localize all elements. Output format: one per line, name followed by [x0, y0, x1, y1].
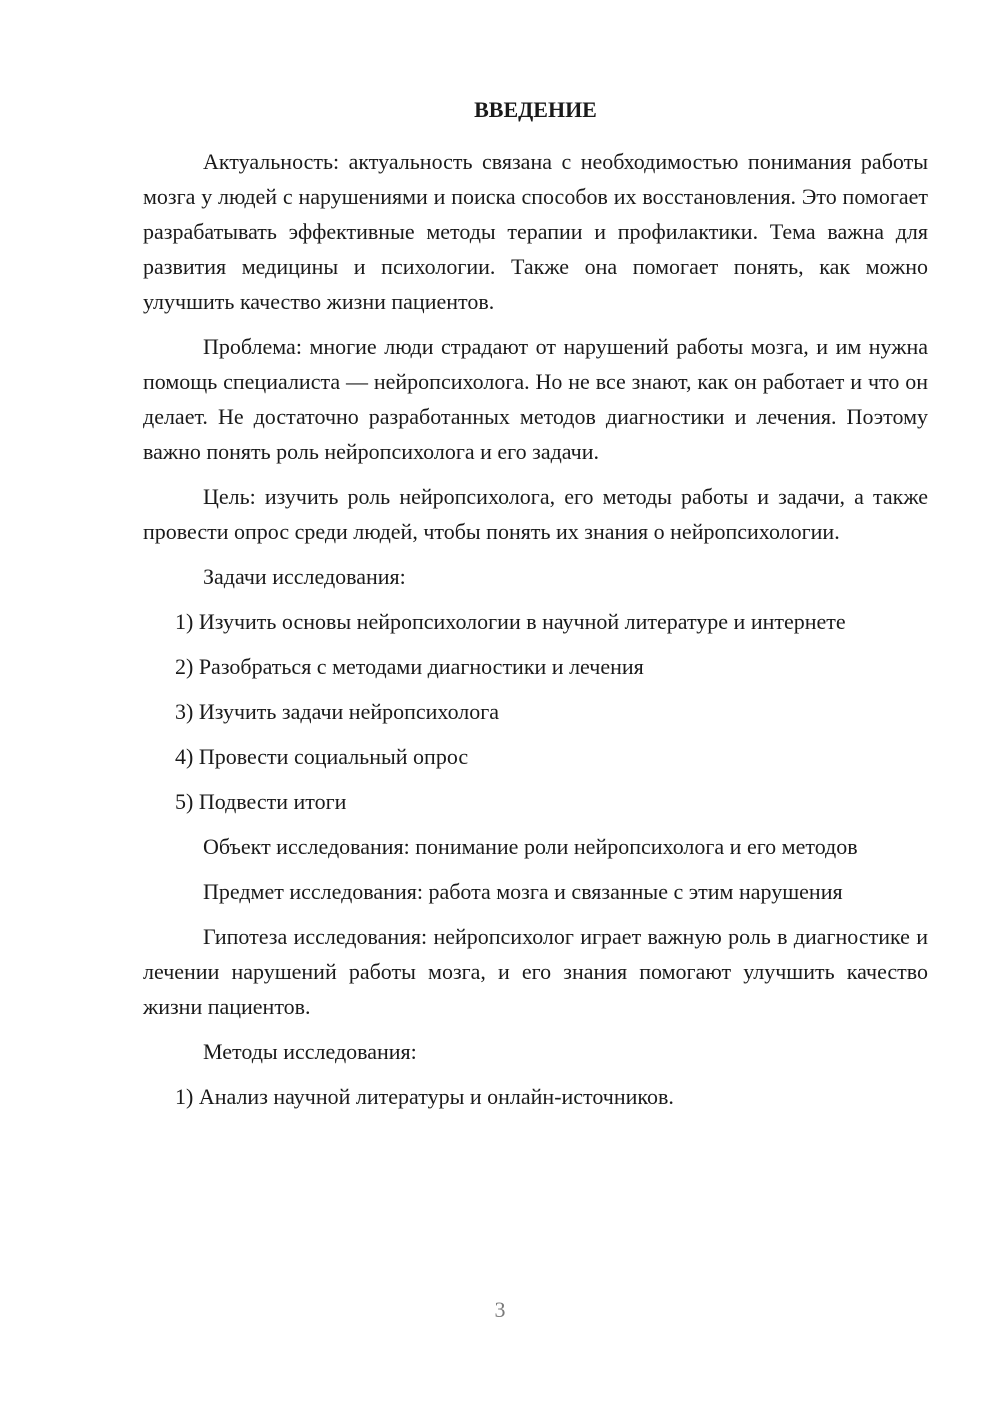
page-number: 3 — [494, 1297, 506, 1322]
paragraph-problem: Проблема: многие люди страдают от нарушений работы мозга, и им нужна помощь специалиста — нейропсихолога. Но не все знают, как он работает и что он делает. Не достаточно разработанных методов диагностики и лечения. Поэтому важно понять роль нейропсихолога и его задачи. — [143, 334, 928, 464]
paragraph-relevance: Актуальность: актуальность связана с необходимостью понимания работы мозга у людей с нарушениями и поиска способов их восстановления. Это помогает разрабатывать эффективные методы терапии и профилактики. Тема важна для развития медицины и психологии. Также она помогает понять, как можно улучшить качество жизни пациентов. — [143, 149, 928, 314]
section-title: ВВЕДЕНИЕ — [474, 97, 597, 122]
paragraph-subject: Предмет исследования: работа мозга и связанные с этим нарушения — [203, 879, 843, 904]
paragraph-goal: Цель: изучить роль нейропсихолога, его методы работы и задачи, а также провести опрос среди людей, чтобы понять их знания о нейропсихологии. — [143, 484, 928, 544]
task-item-4: 4) Провести социальный опрос — [175, 744, 469, 769]
document-page — [143, 92, 928, 1124]
task-item-1: 1) Изучить основы нейропсихологии в научной литературе и интернете — [175, 609, 846, 634]
task-item-3: 3) Изучить задачи нейропсихолога — [175, 699, 500, 724]
paragraph-hypothesis: Гипотеза исследования: нейропсихолог играет важную роль в диагностике и лечении нарушений работы мозга, и его знания помогают улучшить качество жизни пациентов. — [143, 924, 928, 1019]
task-item-5: 5) Подвести итоги — [175, 789, 347, 814]
tasks-heading: Задачи исследования: — [203, 564, 406, 589]
method-item-1: 1) Анализ научной литературы и онлайн-источников. — [175, 1084, 674, 1109]
task-item-2: 2) Разобраться с методами диагностики и лечения — [175, 654, 644, 679]
methods-heading: Методы исследования: — [203, 1039, 417, 1064]
paragraph-object: Объект исследования: понимание роли нейропсихолога и его методов — [203, 834, 858, 859]
